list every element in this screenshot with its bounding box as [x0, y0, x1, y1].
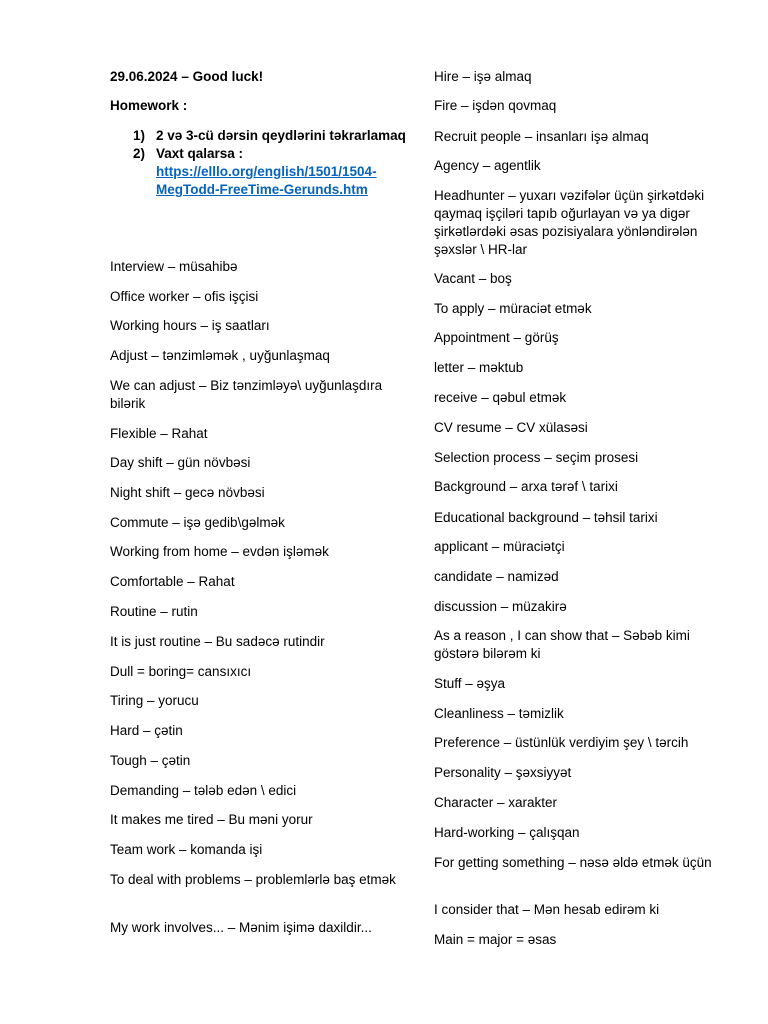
homework-heading: Homework : — [110, 98, 188, 113]
vocab-entry: Interview – müsahibə — [110, 259, 238, 274]
vocab-entry: Appointment – görüş — [434, 330, 559, 345]
homework-number-1: 1) — [133, 128, 146, 143]
vocab-entry: Flexible – Rahat — [110, 426, 208, 441]
vocab-entry: For getting something – nəsə əldə etmək üçün — [434, 855, 712, 870]
vocab-entry: To apply – müraciət etmək — [434, 301, 592, 316]
vocab-entry: Main = major = əsas — [434, 932, 557, 947]
vocab-entry: We can adjust – Biz tənzimləyə\ uyğunlaşdıra bilərik — [110, 378, 383, 411]
vocab-entry: Working hours – iş saatları — [110, 318, 270, 333]
vocab-entry: Cleanliness – təmizlik — [434, 706, 564, 721]
vocab-entry: Headhunter – yuxarı vəzifələr üçün şirkətdəki qaymaq işçiləri tapıb oğurlayan və ya digər şirkətlərdəki əsas pozisiyalara yönləndirələn şəxslər \ HR-lar — [434, 188, 705, 257]
vocab-entry: Hire – işə almaq — [434, 69, 532, 84]
homework-text-2: Vaxt qalarsa : — [156, 146, 244, 161]
vocab-entry: Agency – agentlik — [434, 158, 541, 173]
vocab-entry: It makes me tired – Bu məni yorur — [110, 812, 313, 827]
vocab-entry: receive – qəbul etmək — [434, 390, 567, 405]
vocab-entry: As a reason , I can show that – Səbəb kimi göstərə bilərəm ki — [434, 628, 690, 661]
vocab-entry: Working from home – evdən işləmək — [110, 544, 329, 559]
homework-number-2: 2) — [133, 146, 146, 161]
vocab-entry: To deal with problems – problemlərlə baş etmək — [110, 872, 396, 887]
vocab-entry: Preference – üstünlük verdiyim şey \ tərcih — [434, 735, 689, 750]
vocab-entry: Tough – çətin — [110, 753, 191, 768]
vocab-entry: Hard-working – çalışqan — [434, 825, 580, 840]
vocab-entry: Office worker – ofis işçisi — [110, 289, 259, 304]
vocab-entry: Stuff – əşya — [434, 676, 506, 691]
vocab-entry: Vacant – boş — [434, 271, 512, 286]
vocab-entry: Day shift – gün növbəsi — [110, 455, 251, 470]
homework-list — [110, 127, 410, 199]
vocab-entry: Fire – işdən qovmaq — [434, 98, 557, 113]
vocab-entry: applicant – müraciətçi — [434, 539, 565, 554]
homework-text-1: 2 və 3-cü dərsin qeydlərini təkrarlamaq — [156, 128, 406, 143]
vocab-entry: discussion – müzakirə — [434, 599, 567, 614]
homework-item-1 — [110, 127, 410, 145]
vocab-entry: Recruit people – insanları işə almaq — [434, 129, 649, 144]
homework-item-2 — [110, 145, 410, 199]
vocab-entry: CV resume – CV xülasəsi — [434, 420, 588, 435]
vocab-entry: Tiring – yorucu — [110, 693, 199, 708]
vocab-entry: Educational background – təhsil tarixi — [434, 510, 658, 525]
vocab-entry: candidate – namizəd — [434, 569, 559, 584]
vocab-entry: Character – xarakter — [434, 795, 558, 810]
vocab-entry: Comfortable – Rahat — [110, 574, 235, 589]
elllo-link[interactable]: https://elllo.org/english/1501/1504-MegTodd-FreeTime-Gerunds.htm — [156, 164, 377, 197]
vocab-entry: Adjust – tənzimləmək , uyğunlaşmaq — [110, 348, 330, 363]
vocab-entry: Personality – şəxsiyyət — [434, 765, 572, 780]
date-heading: 29.06.2024 – Good luck! — [110, 69, 264, 84]
vocab-entry: Dull = boring= cansıxıcı — [110, 664, 252, 679]
vocab-entry: Hard – çətin — [110, 723, 183, 738]
vocab-entry: Demanding – tələb edən \ edici — [110, 783, 297, 798]
vocab-entry: Selection process – seçim prosesi — [434, 450, 639, 465]
vocab-entry: I consider that – Mən hesab edirəm ki — [434, 902, 660, 917]
vocab-entry: My work involves... – Mənim işimə daxildir... — [110, 920, 372, 935]
vocab-entry: It is just routine – Bu sadəcə rutindir — [110, 634, 325, 649]
vocab-entry: Background – arxa tərəf \ tarixi — [434, 479, 618, 494]
vocab-entry: Team work – komanda işi — [110, 842, 263, 857]
vocab-entry: Routine – rutin — [110, 604, 198, 619]
vocab-entry: letter – məktub — [434, 360, 524, 375]
vocab-entry: Commute – işə gedib\gəlmək — [110, 515, 285, 530]
vocab-entry: Night shift – gecə növbəsi — [110, 485, 265, 500]
